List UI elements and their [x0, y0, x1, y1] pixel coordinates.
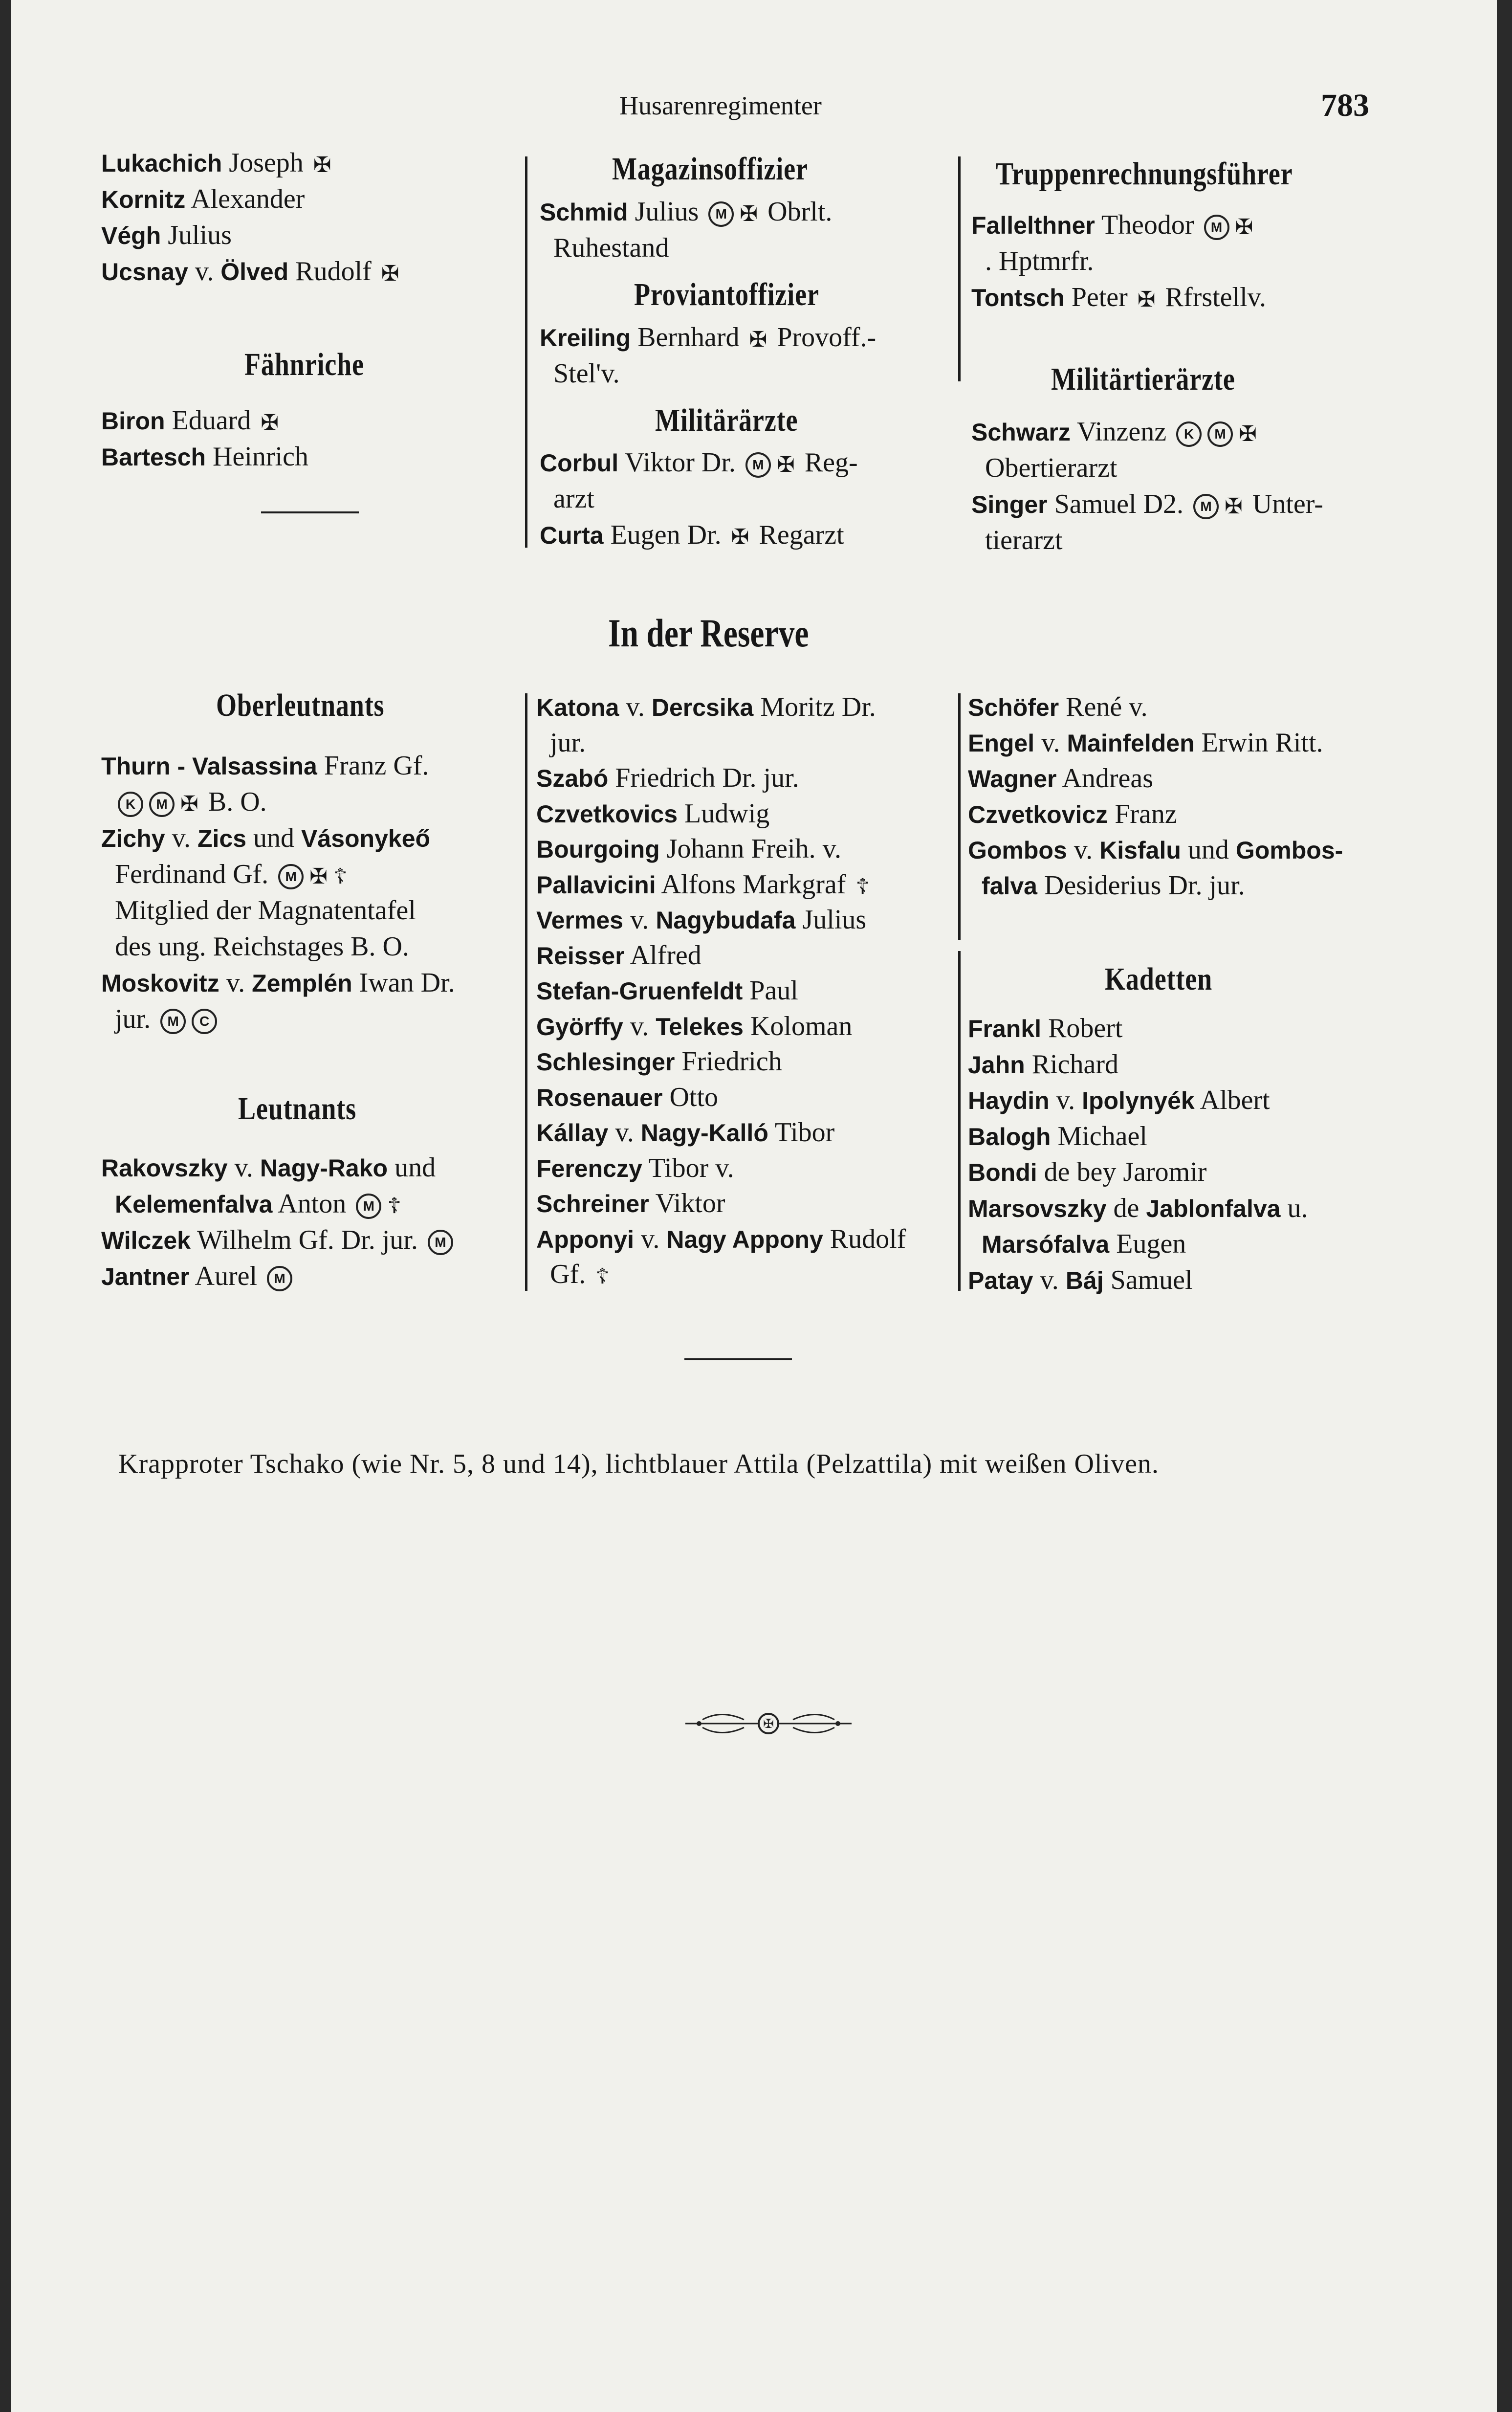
surname: Apponyi: [536, 1225, 634, 1253]
entry-text: Robert: [1041, 1013, 1123, 1043]
entry-line: [101, 788, 267, 817]
entry-text: Aurel: [189, 1261, 264, 1291]
maltese-cross-icon: ✠: [1235, 215, 1253, 240]
entry-line: [536, 729, 586, 756]
entry-text: Michael: [1051, 1121, 1147, 1151]
surname: Kreiling: [540, 324, 631, 352]
entry-text: u.: [1280, 1193, 1308, 1223]
entry-text: Mitglied der Magnatentafel: [101, 895, 416, 926]
entry-text: v.: [165, 823, 197, 853]
surname: Corbul: [540, 449, 619, 477]
entry-text: und: [388, 1152, 436, 1183]
circled-m-icon: M: [160, 1009, 186, 1034]
surname: Czvetkovicz: [968, 801, 1108, 828]
entry-text: Samuel: [1103, 1264, 1193, 1295]
entry-text: v.: [188, 256, 221, 287]
heading-militaertieraerzte: Militärtierärzte: [1051, 361, 1235, 397]
entry-line: [968, 729, 1323, 756]
surname: Ipolynyék: [1082, 1087, 1195, 1114]
entry-text: v.: [623, 1011, 656, 1041]
entry-text: Stel'v.: [540, 358, 620, 389]
column-rule: [958, 156, 961, 381]
circled-m-icon: M: [745, 452, 771, 478]
entry-text: Otto: [662, 1082, 718, 1112]
entry-text: de: [1106, 1193, 1146, 1223]
surname: Fallelthner: [971, 212, 1095, 239]
surname: Kisfalu: [1099, 837, 1181, 864]
entry-line: [971, 527, 1063, 554]
entry-line: [540, 449, 858, 478]
entry-text: Iwan Dr.: [352, 968, 455, 998]
book-page: [11, 0, 1497, 2412]
maltese-cross-icon: ✠: [309, 864, 328, 889]
circled-c-icon: C: [192, 1009, 217, 1034]
heading-militaeraerzte: Militärärzte: [655, 402, 798, 438]
maltese-cross-icon: ✠: [313, 153, 331, 177]
surname: Nagy-Kalló: [640, 1119, 768, 1147]
dagger-cross-icon: ☦: [387, 1194, 401, 1218]
entry-text: Joseph: [222, 148, 310, 178]
heading-faehnriche: Fähnriche: [244, 347, 364, 382]
heading-proviantoffizier: Proviantoffizier: [634, 277, 819, 312]
entry-line: [540, 234, 669, 262]
entry-text: Richard: [1025, 1049, 1118, 1080]
entry-line: [101, 1262, 295, 1291]
circled-k-icon: K: [1176, 421, 1202, 447]
surname: Gombos: [968, 837, 1067, 864]
entry-line: [101, 1154, 436, 1181]
entry-text: Erwin Ritt.: [1194, 728, 1323, 758]
surname: Moskovitz: [101, 970, 219, 997]
entry-text: v.: [227, 1152, 260, 1183]
entry-line: [968, 1266, 1193, 1294]
entry-line: [101, 221, 232, 249]
entry-text: [968, 1229, 982, 1259]
surname: Gombos-: [1235, 837, 1343, 864]
entry-line: [101, 897, 416, 924]
entry-line: [968, 1230, 1186, 1258]
circled-m-icon: M: [1204, 215, 1229, 240]
surname: Haydin: [968, 1087, 1050, 1114]
entry-text: v.: [619, 692, 652, 722]
entry-line: [536, 764, 799, 792]
entry-text: Eugen: [1109, 1229, 1186, 1259]
circled-m-icon: M: [267, 1266, 292, 1291]
entry-line: [101, 1005, 220, 1034]
entry-line: [968, 1086, 1270, 1114]
entry-text: Gf.: [536, 1259, 593, 1289]
surname: Stefan-Gruenfeldt: [536, 977, 743, 1005]
maltese-cross-icon: ✠: [261, 411, 279, 435]
uniform-note: Krapproter Tschako (wie Nr. 5, 8 und 14), lichtblauer Attila (Pelzattila) mit weißen Oliven.: [118, 1449, 1159, 1479]
entry-text: v.: [1049, 1085, 1082, 1115]
column-rule: [958, 951, 961, 1291]
surname: Nagy-Rako: [260, 1154, 388, 1182]
surname: Schlesinger: [536, 1048, 675, 1076]
entry-line: [536, 693, 876, 721]
entry-text: Heinrich: [206, 442, 308, 472]
surname: Biron: [101, 407, 165, 435]
maltese-cross-icon: ✠: [1239, 422, 1257, 446]
dagger-cross-icon: ☦: [333, 864, 348, 889]
entry-line: [968, 1123, 1147, 1150]
surname: Györffy: [536, 1013, 623, 1040]
entry-text: v.: [623, 905, 656, 935]
surname: Schöfer: [968, 694, 1059, 721]
page-number: 783: [1321, 88, 1369, 123]
surname: Rosenauer: [536, 1084, 663, 1111]
surname: Marsófalva: [982, 1231, 1110, 1258]
entry-text: Johann Freih. v.: [659, 834, 841, 864]
surname: Nagybudafa: [656, 907, 796, 934]
entry-text: René v.: [1059, 692, 1148, 722]
entry-text: des ung. Reichstages B. O.: [101, 931, 409, 962]
entry-line: [968, 1015, 1122, 1042]
surname: Schwarz: [971, 419, 1071, 446]
surname: Schreiner: [536, 1190, 649, 1217]
maltese-cross-icon: ✠: [1225, 494, 1243, 519]
surname: Báj: [1065, 1266, 1104, 1294]
entry-text: Tibor: [768, 1117, 835, 1148]
surname: Ferenczy: [536, 1154, 642, 1182]
surname: Patay: [968, 1266, 1033, 1294]
entry-line: [968, 1051, 1118, 1078]
divider-short: [261, 511, 359, 513]
entry-text: Bernhard: [631, 322, 746, 353]
surname: Tontsch: [971, 284, 1065, 311]
surname: Bourgoing: [536, 836, 660, 863]
column-rule: [525, 693, 527, 1291]
entry-text: de bey Jaromir: [1037, 1157, 1207, 1187]
entry-text: . Hptmrfr.: [971, 246, 1094, 276]
surname: Bartesch: [101, 443, 206, 471]
running-title: Husarenregimenter: [619, 91, 822, 120]
column-rule: [958, 693, 961, 940]
dagger-cross-icon: ☦: [595, 1264, 610, 1289]
entry-line: [971, 247, 1094, 275]
entry-text: Alfons Markgraf: [656, 869, 853, 900]
entry-text: Paul: [743, 975, 798, 1006]
circled-k-icon: K: [118, 792, 143, 817]
entry-text: arzt: [540, 484, 594, 514]
entry-text: Reg-: [797, 447, 858, 478]
entry-text: Peter: [1064, 282, 1135, 312]
entry-text: Theodor: [1095, 210, 1201, 240]
heading-magazinsoffizier: Magazinsoffizier: [612, 151, 808, 187]
surname: Kállay: [536, 1119, 609, 1147]
surname: Jahn: [968, 1051, 1025, 1079]
entry-text: Vinzenz: [1070, 417, 1174, 447]
divider-mid: [684, 1358, 792, 1360]
entry-line: [536, 906, 866, 933]
entry-text: Desiderius Dr. jur.: [1037, 870, 1245, 901]
entry-line: [101, 185, 305, 213]
entry-line: [971, 418, 1260, 447]
entry-text: Tibor v.: [642, 1152, 734, 1183]
circled-m-icon: M: [356, 1194, 381, 1219]
entry-text: v.: [219, 968, 252, 998]
entry-text: Friedrich Dr. jur.: [608, 763, 799, 793]
entry-line: [971, 454, 1117, 482]
surname: Telekes: [656, 1013, 744, 1040]
entry-line: [968, 872, 1245, 899]
entry-text: [968, 870, 982, 901]
entry-line: [968, 800, 1177, 828]
entry-text: v.: [1034, 728, 1067, 758]
entry-text: Samuel D2.: [1047, 489, 1191, 519]
entry-line: [540, 360, 620, 387]
entry-text: v.: [608, 1117, 641, 1148]
entry-line: [971, 284, 1266, 311]
surname: Reisser: [536, 942, 625, 970]
entry-text: B. O.: [201, 787, 267, 817]
entry-text: v.: [634, 1223, 667, 1254]
surname: Jablonfalva: [1146, 1195, 1281, 1222]
entry-text: Julius: [161, 220, 232, 250]
surname: Jantner: [101, 1263, 190, 1290]
heading-leutnants: Leutnants: [238, 1091, 356, 1127]
surname: Marsovszky: [968, 1195, 1107, 1222]
maltese-cross-icon: ✠: [1137, 288, 1156, 312]
entry-text: Rudolf: [823, 1223, 906, 1254]
surname: Bondi: [968, 1159, 1037, 1186]
entry-line: [540, 521, 844, 549]
entry-text: Wilhelm Gf. Dr. jur.: [190, 1225, 425, 1255]
circled-m-icon: M: [708, 201, 734, 227]
entry-text: Koloman: [743, 1011, 853, 1041]
entry-line: [971, 211, 1256, 240]
entry-line: [971, 490, 1323, 519]
entry-line: [968, 1158, 1206, 1186]
dagger-cross-icon: ☦: [855, 874, 870, 899]
surname: Ucsnay: [101, 258, 188, 286]
entry-text: Rudolf: [288, 256, 378, 287]
surname: Wagner: [968, 765, 1057, 793]
entry-text: Provoff.-: [770, 322, 877, 353]
circled-m-icon: M: [149, 792, 175, 817]
entry-text: Franz Gf.: [317, 751, 429, 781]
entry-line: [101, 933, 409, 960]
maltese-cross-icon: ✠: [776, 453, 795, 477]
surname: Ölved: [220, 258, 289, 286]
surname: Katona: [536, 694, 619, 721]
surname: Pallavicini: [536, 871, 656, 899]
surname: Wilczek: [101, 1227, 191, 1254]
surname: Rakovszky: [101, 1154, 228, 1182]
entry-line: [101, 258, 402, 285]
entry-text: Alfred: [624, 940, 701, 971]
entry-line: [968, 693, 1148, 721]
entry-text: Regarzt: [752, 520, 844, 550]
surname: Engel: [968, 730, 1035, 757]
entry-line: [536, 1119, 834, 1146]
entry-line: [101, 149, 334, 177]
surname: Kornitz: [101, 186, 186, 213]
entry-text: Ruhestand: [540, 233, 669, 263]
surname: Vermes: [536, 907, 623, 934]
surname: Lukachich: [101, 150, 222, 177]
surname: Zichy: [101, 825, 165, 852]
entry-text: [101, 787, 115, 817]
entry-line: [536, 977, 798, 1004]
circled-m-icon: M: [1193, 494, 1219, 519]
entry-text: Obrlt.: [761, 197, 833, 227]
entry-line: [101, 861, 351, 889]
surname: Nagy Appony: [666, 1225, 823, 1253]
entry-text: Moritz Dr.: [753, 692, 876, 722]
entry-line: [536, 1013, 852, 1040]
entry-line: [101, 969, 455, 996]
surname: Mainfelden: [1067, 730, 1195, 757]
entry-text: Obertierarzt: [971, 453, 1118, 483]
entry-text: jur.: [101, 1004, 158, 1034]
entry-text: Viktor Dr.: [618, 447, 743, 478]
entry-line: [101, 443, 308, 470]
entry-line: [101, 1226, 456, 1255]
entry-line: [101, 752, 429, 779]
entry-text: Eugen Dr.: [603, 520, 728, 550]
entry-line: [540, 485, 594, 512]
heading-truppenrechnungsfuehrer: Truppenrechnungsführer: [996, 156, 1293, 192]
entry-line: [536, 871, 873, 898]
entry-line: [968, 765, 1153, 792]
entry-text: Unter-: [1245, 489, 1323, 519]
entry-text: jur.: [536, 727, 586, 758]
entry-line: [536, 835, 841, 863]
column-rule: [525, 156, 527, 548]
svg-text:✠: ✠: [763, 1717, 774, 1731]
entry-text: Andreas: [1056, 763, 1154, 794]
maltese-cross-icon: ✠: [749, 328, 767, 352]
entry-text: und: [246, 823, 302, 853]
entry-text: Anton: [272, 1189, 353, 1219]
surname: Thurn - Valsassina: [101, 752, 317, 780]
heading-oberleutnants: Oberleutnants: [216, 687, 385, 723]
maltese-cross-icon: ✠: [731, 525, 749, 550]
entry-line: [540, 198, 832, 227]
entry-text: Rfrstellv.: [1158, 282, 1267, 312]
surname: Singer: [971, 491, 1048, 518]
entry-line: [536, 1154, 734, 1182]
entry-line: [101, 407, 282, 434]
entry-text: tierarzt: [971, 525, 1063, 555]
surname: Végh: [101, 222, 161, 249]
entry-text: Julius: [628, 197, 706, 227]
vignette-ornament: [680, 1709, 856, 1738]
surname: Szabó: [536, 765, 609, 792]
circled-m-icon: M: [278, 864, 304, 889]
entry-line: [536, 942, 701, 969]
entry-line: [101, 824, 430, 852]
surname: Zemplén: [252, 970, 352, 997]
surname: Frankl: [968, 1015, 1042, 1042]
entry-line: [968, 836, 1343, 863]
surname: Kelemenfalva: [115, 1191, 273, 1218]
heading-kadetten: Kadetten: [1105, 961, 1213, 997]
entry-line: [536, 1084, 718, 1111]
circled-m-icon: M: [1207, 421, 1233, 447]
maltese-cross-icon: ✠: [180, 792, 198, 817]
entry-line: [536, 1225, 906, 1253]
circled-m-icon: M: [428, 1230, 453, 1255]
entry-text: Viktor: [649, 1188, 725, 1218]
entry-text: Ferdinand Gf.: [101, 859, 276, 889]
entry-text: Franz: [1108, 799, 1177, 829]
entry-text: Albert: [1194, 1085, 1270, 1115]
surname: Balogh: [968, 1123, 1051, 1151]
entry-line: [968, 1195, 1308, 1222]
surname: Zics: [197, 825, 247, 852]
entry-text: und: [1181, 835, 1236, 865]
entry-text: [101, 1189, 115, 1219]
maltese-cross-icon: ✠: [381, 262, 399, 286]
heading-reserve: In der Reserve: [608, 611, 809, 655]
entry-text: Ludwig: [678, 798, 770, 829]
entry-text: v.: [1067, 835, 1100, 865]
surname: Vásonykeő: [301, 825, 431, 852]
surname: Schmid: [540, 199, 628, 226]
entry-text: v.: [1033, 1264, 1066, 1295]
surname: Dercsika: [651, 694, 754, 721]
entry-text: Alexander: [185, 184, 305, 214]
entry-line: [536, 800, 769, 827]
surname: falva: [982, 872, 1037, 900]
entry-text: Julius: [795, 905, 867, 935]
entry-line: [536, 1190, 725, 1217]
maltese-cross-icon: ✠: [740, 202, 758, 226]
entry-line: [536, 1261, 613, 1288]
entry-text: Friedrich: [675, 1046, 782, 1077]
entry-text: Eduard: [165, 405, 258, 436]
entry-line: [101, 1190, 404, 1219]
surname: Curta: [540, 522, 604, 549]
entry-line: [536, 1048, 782, 1075]
entry-line: [540, 324, 876, 351]
surname: Czvetkovics: [536, 800, 678, 828]
